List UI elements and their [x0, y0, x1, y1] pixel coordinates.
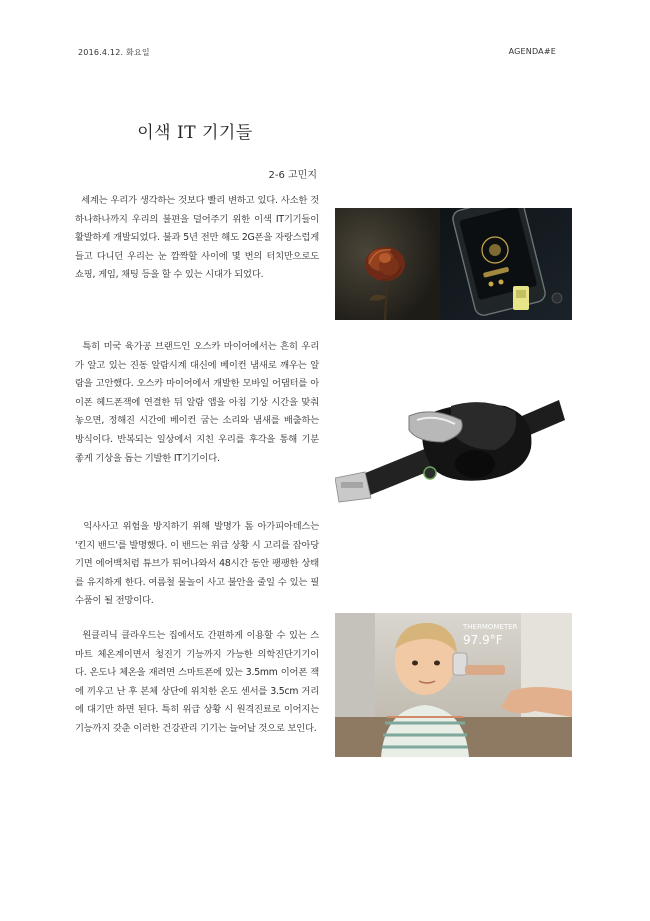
smart-thermometer-photo: [335, 613, 572, 757]
page-title: 이색 IT 기기들: [137, 123, 253, 143]
paragraph-intro: 세계는 우리가 생각하는 것보다 빨리 변하고 있다. 사소한 것 하나하나까지 우리의 불편을 덜어주기 위한 이색 IT기기들이 활발하게 개발되었다. 불과 5년 전만 해도 2G폰을 자랑스럽게 들고 다니던 우리는 눈 깜짝할 사이에 몇 번의 터치만으로도 쇼핑, 게임, 채팅 등을 할 수 있는 시대가 되었다.: [75, 195, 319, 281]
author-byline: 2-6 고민지: [268, 170, 317, 181]
bacon-alarm-photo: [335, 208, 572, 320]
paragraph-kinzie-band: 익사사고 위험을 방지하기 위해 발명가 톰 아가피아데스는 '킨지 밴드'를 발명했다. 이 밴드는 위급 상황 시 고리를 잡아당기면 에어백처럼 튜브가 튀어나와서 48시간 동안 팽팽한 상태를 유지하게 한다. 여름철 물놀이 사고 불안을 줄일 수 있는 필수품이 될 전망이다.: [75, 521, 319, 607]
paragraph-bacon-alarm: 특히 미국 육가공 브랜드인 오스카 마이어에서는 흔히 우리가 알고 있는 진동 알람시계 대신에 베이컨 냄새로 깨우는 알람을 고안했다. 오스카 마이어에서 개발한 모바일 어댑터를 아이폰 헤드폰잭에 연결한 뒤 알람 앱을 아침 기상 시간을 맞춰놓으면, 정해진 시간에 베이컨 굽는 소리와 냄새를 배출하는 방식이다. 반복되는 일상에서 지친 우리를 후각을 통해 기분 좋게 기상을 돕는 기발한 IT기기이다.: [75, 341, 319, 464]
kinzie-band-photo: [335, 386, 567, 508]
thermometer-label: THERMOMETER: [463, 623, 518, 631]
header-brand: AGENDA#E: [508, 47, 556, 56]
thermometer-reading: 97.9°F: [463, 633, 503, 647]
header-date: 2016.4.12. 화요일: [78, 48, 150, 57]
paragraph-smart-thermometer: 원클리닉 클라우드는 집에서도 간편하게 이용할 수 있는 스마트 체온계이면서 청진기 기능까지 가능한 의학진단기기이다. 온도나 체온을 재려면 스마트폰에 있는 3.5mm 이어폰 잭에 끼우고 난 후 본체 상단에 위치한 온도 센서를 3.5cm 거리에 대기만 하면 된다. 특히 위급 상황 시 원격진료로 이어지는 기능까지 갖춘 이러한 건강관리 기기는 늘어날 것으로 보인다.: [75, 630, 319, 734]
